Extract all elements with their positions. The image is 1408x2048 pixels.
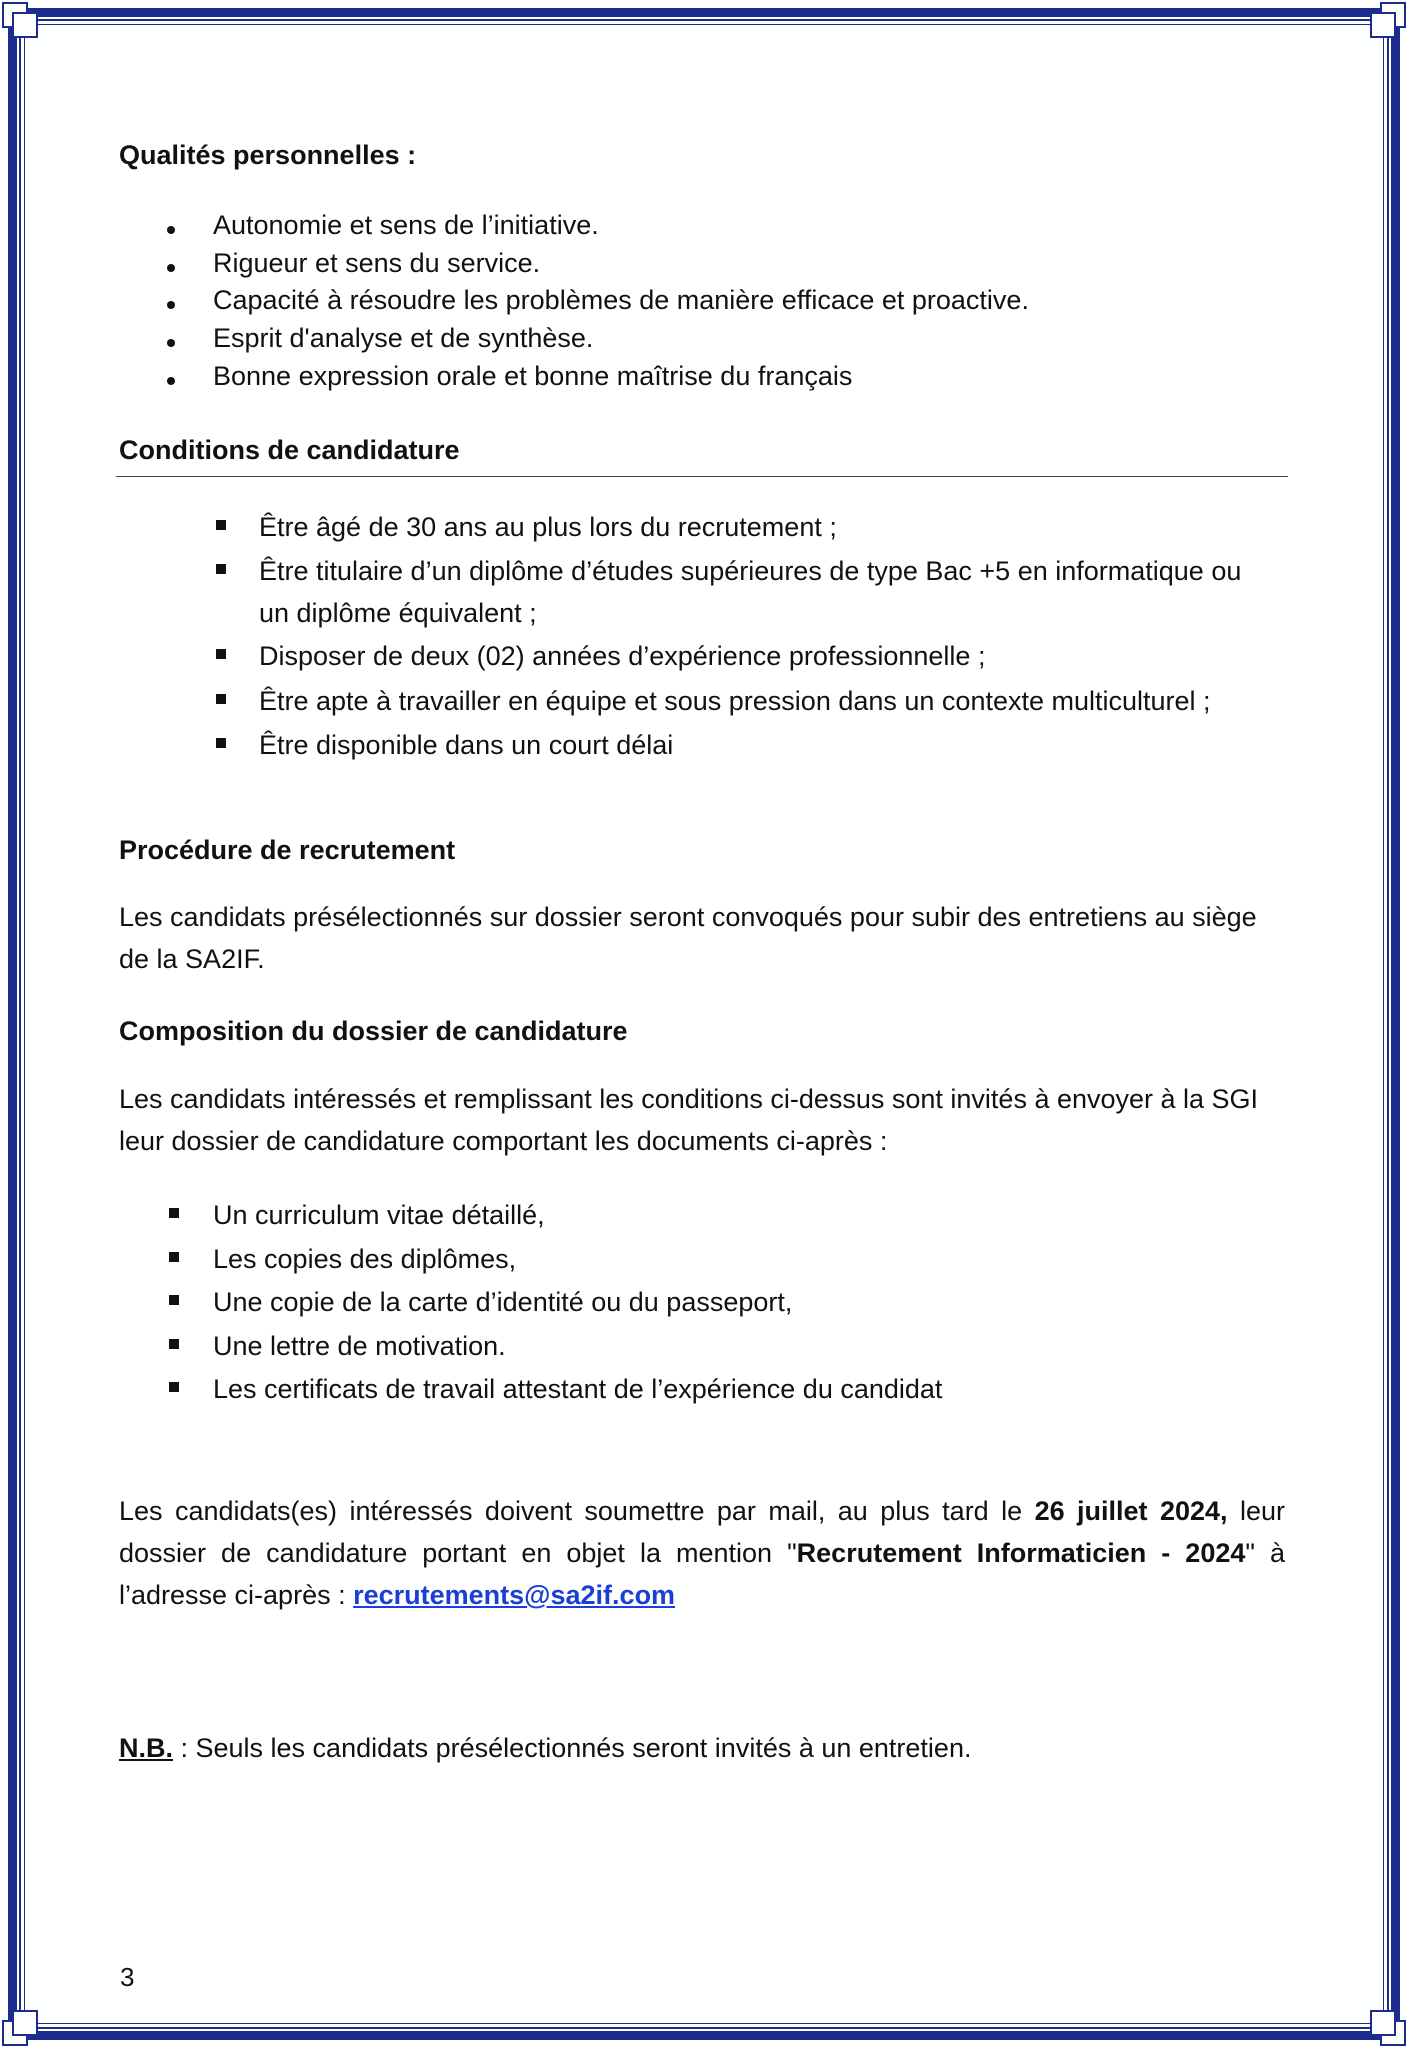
submission-text-2: leur dossier de candidature portant en objet la mention " [119,1496,1285,1568]
bullet-dot-icon [167,301,175,309]
list-item: Autonomie et sens de l’initiative. [213,210,599,240]
bullet-square-icon [169,1339,179,1349]
heading-conditions: Conditions de candidature [119,435,460,465]
list-item: Être titulaire d’un diplôme d’études supérieures de type Bac +5 en informatique ou [259,556,1242,586]
list-item: Rigueur et sens du service. [213,248,541,278]
corner-ornament-top-left [0,0,44,44]
corner-ornament-bottom-right [1364,2004,1408,2048]
bullet-square-icon [169,1382,179,1392]
bullet-dot-icon [167,339,175,347]
nb-text: : Seuls les candidats présélectionnés seront invités à un entretien. [173,1733,972,1763]
list-item: Une copie de la carte d’identité ou du passeport, [213,1287,793,1317]
corner-ornament-bottom-left [0,2004,44,2048]
list-item: Esprit d'analyse et de synthèse. [213,323,594,353]
bullet-square-icon [169,1252,179,1262]
bullet-square-icon [216,649,226,659]
page-number: 3 [120,1962,135,1992]
bullet-square-icon [216,564,226,574]
bullet-square-icon [169,1208,179,1218]
bullet-square-icon [169,1295,179,1305]
submission-text-3: " à l’adresse ci-après : [119,1538,1285,1610]
corner-ornament-top-right [1364,0,1408,44]
nb-label: N.B. [119,1733,173,1763]
list-item: Les certificats de travail attestant de l’expérience du candidat [213,1374,943,1404]
composition-paragraph: Les candidats intéressés et remplissant les conditions ci-dessus sont invités à envoyer à la SGI leur dossier de candidature comportant les documents ci-après : [119,1084,1259,1156]
list-item: Les copies des diplômes, [213,1244,517,1274]
list-item: Être disponible dans un court délai [259,730,674,760]
list-item: Bonne expression orale et bonne maîtrise du français [213,361,853,391]
email-subject: Recrutement Informaticien - 2024 [796,1538,1246,1568]
procedure-paragraph: Les candidats présélectionnés sur dossier seront convoqués pour subir des entretiens au siège de la SA2IF. [119,902,1257,974]
list-item: Une lettre de motivation. [213,1331,506,1361]
section-divider [116,476,1288,477]
heading-procedure: Procédure de recrutement [119,835,456,865]
list-item: Capacité à résoudre les problèmes de manière efficace et proactive. [213,285,1029,315]
bullet-dot-icon [167,377,175,385]
list-item: Un curriculum vitae détaillé, [213,1200,545,1230]
deadline-date: 26 juillet 2024, [1034,1496,1228,1526]
heading-composition: Composition du dossier de candidature [119,1016,628,1046]
bullet-square-icon [216,738,226,748]
list-item: Disposer de deux (02) années d’expérience professionnelle ; [259,641,986,671]
bullet-dot-icon [167,264,175,272]
bullet-square-icon [216,520,226,530]
list-item: Être âgé de 30 ans au plus lors du recrutement ; [259,512,837,542]
bullet-dot-icon [167,226,175,234]
submission-paragraph [119,1490,1285,1616]
submission-text-1: Les candidats(es) intéressés doivent soumettre par mail, au plus tard le [119,1496,1023,1526]
list-item-continuation: un diplôme équivalent ; [259,598,537,628]
email-link[interactable]: recrutements@sa2if.com [353,1580,676,1610]
bullet-square-icon [216,694,226,704]
heading-qualites: Qualités personnelles : [119,140,417,170]
nb-note [119,1727,1285,1769]
list-item: Être apte à travailler en équipe et sous pression dans un contexte multiculturel ; [259,686,1211,716]
